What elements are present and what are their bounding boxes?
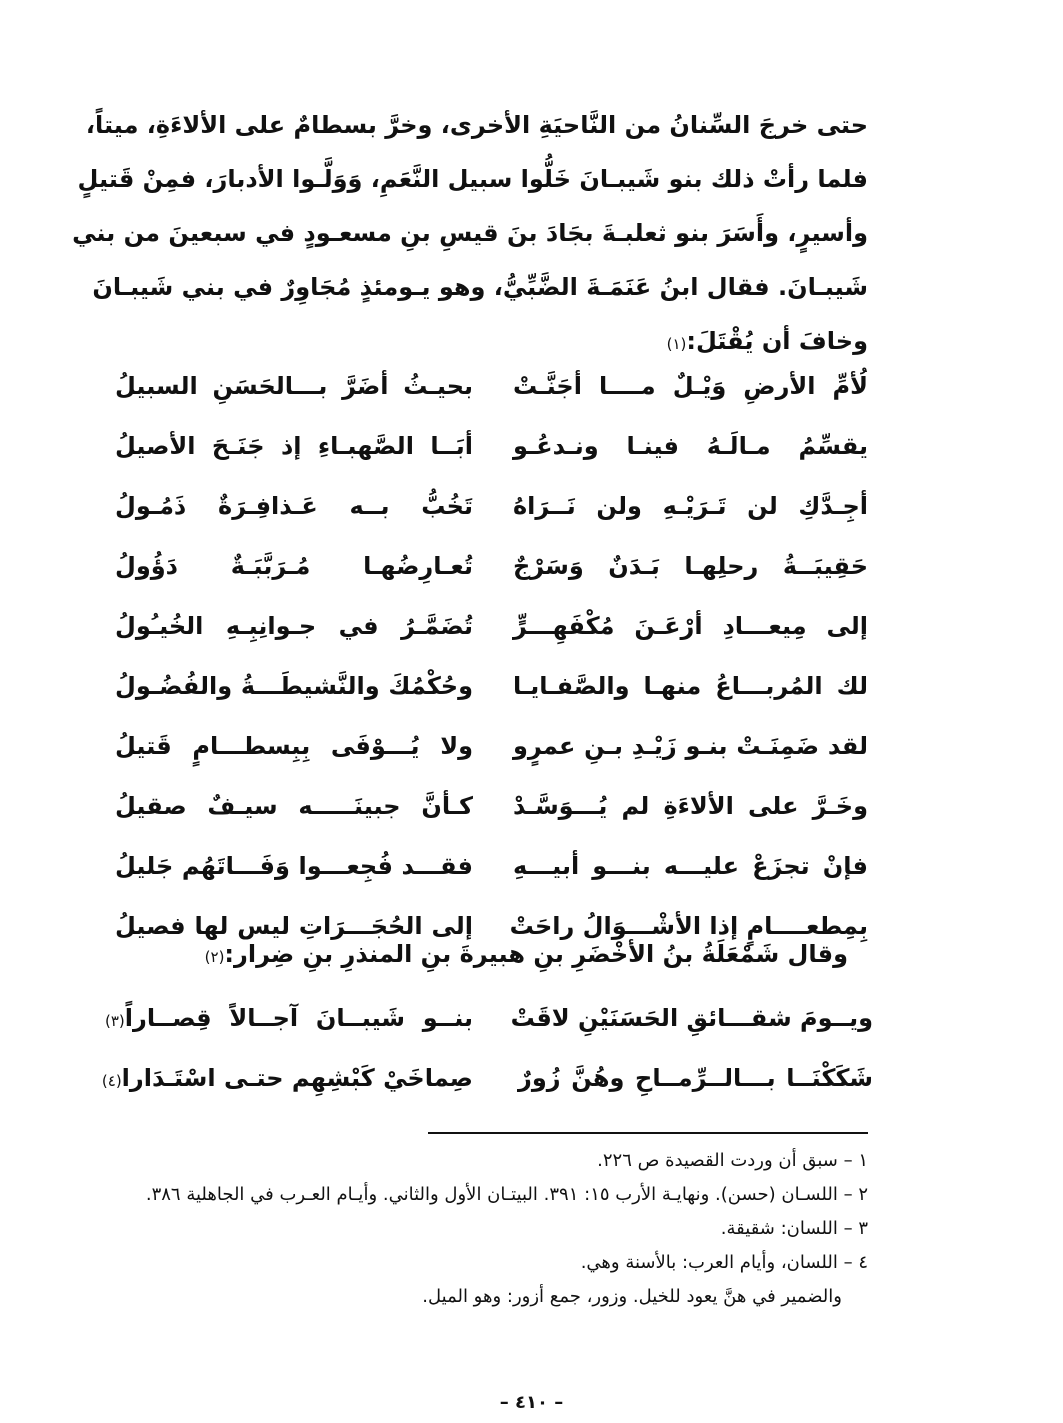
verse-left-hemistich: ولا يُـــوْفَى بِبِسطـــامٍ قَتيلُ [115, 732, 473, 760]
poem-1-verse [115, 416, 868, 476]
verse-right-hemistich: وخَـرَّ على الألاءَةِ لم يُـــوَسَّـدْ [513, 792, 868, 820]
verse-right-hemistich: بِمِطعــــامٍ إذا الأشْـــوَالُ راحَتْ [509, 912, 868, 940]
prose-line-2: فلما رأتْ ذلك بنو شَيبـانَ خَلُّوا سبيل النَّعَمِ، وَوَلَّـوا الأدبارَ، فمِنْ قَتيلٍ [77, 165, 868, 193]
verse-left-hemistich: تُعـارِضُهـا مُـرَبَّبَـةٌ دَؤُولُ [115, 552, 473, 580]
verse-right-hemistich: لقد ضَمِنَـتْ بنـو زَيْـدِ بـنِ عمرٍو [513, 732, 868, 760]
poem-2-intro [115, 940, 848, 968]
verse-left-hemistich: بحيـثُ أضَرَّ بـــالحَسَنِ السبيلُ [115, 372, 473, 400]
verse-left-hemistich: تُضَمَّـرُ في جـوانِبِـهِ الخُيـُولُ [115, 612, 473, 640]
verse-right-hemistich: فإنْ تجزَعْ عليـــه بنـــو أبيـــهِ [513, 852, 868, 880]
footnote-2: ٢ – اللسـان (حسن). ونهايـة الأرب ١٥: ٣٩١. البيتـان الأول والثاني. وأيـام العـرب في الجاهلية ٣٨٦. [145, 1184, 868, 1205]
verse-right-hemistich: لك المُربـــاعُ منهـا والصَّفـايـا [513, 672, 868, 700]
verse-right-hemistich: إلى مِيعـــادِ أرْعَـنَ مُكْفَهِـــرٍّ [513, 612, 868, 640]
footnote-1: ١ – سبق أن وردت القصيدة ص ٢٢٦. [597, 1150, 868, 1171]
verse-right-hemistich: أجِـدَّكِ لن تَـرَيْـهِ ولن نَــرَاهُ [513, 492, 868, 520]
verse-left-hemistich: فقـــد فُجِعـــوا وَفَـــاتَهُم جَليلُ [115, 852, 473, 880]
poem-2-verse [105, 988, 873, 1048]
prose-line-4: شَيبـانَ. فقال ابنُ عَنَمَـةَ الضَّبِّيُّ، وهو يـومئذٍ مُجَاوِرٌ في بني شَيبـانَ [92, 273, 868, 301]
poem-1 [115, 356, 868, 956]
footnote-marker-1: (١) [666, 335, 687, 353]
verse-right-hemistich: يقسِّمُ مـالَـهُ فينـا ونـدعُـو [513, 432, 868, 460]
verse-left-text: صِماخَيْ كَبْشِهِم حتـى اسْتَـدَارا [121, 1064, 473, 1092]
poem-1-verse [115, 356, 868, 416]
poem-2 [101, 988, 873, 1108]
poem-1-verse [115, 596, 868, 656]
verse-left-hemistich [101, 1064, 473, 1092]
poem-1-verse [115, 716, 868, 776]
poem-1-verse [115, 536, 868, 596]
verse-right-hemistich: لُأمِّ الأرضِ وَيْـلٌ مــــا أجَنَّـتْ [513, 372, 868, 400]
prose-line-3: وأسيرٍ، وأَسَرَ بنو ثعلبـةَ بجَادَ بنَ قيسِ بنِ مسعـودٍ في سبعينَ من بني [72, 219, 868, 247]
footnote-divider [428, 1132, 868, 1134]
verse-left-hemistich: أبَــا الصَّهبـاءِ إذ جَنَـحَ الأصيلُ [115, 432, 473, 460]
verse-left-hemistich: إلى الحُجَـــرَاتِ ليس لها فصيلُ [115, 912, 473, 940]
verse-right-hemistich: شَكَكْنَــا بـــالــرِّمــاحِ وهُنَّ زُورٌ [518, 1064, 873, 1092]
verse-left-hemistich: تَخُبُّ بــه عَـذافِـرَةٌ ذَمُـولُ [115, 492, 473, 520]
prose-line-1: حتى خرجَ السِّنانُ من النَّاحيَةِ الأخرى، وخرَّ بسطامٌ على الألاءَةِ، ميتاً، [85, 111, 868, 139]
footnote-marker-3: (٣) [105, 1012, 125, 1030]
poem-1-verse [115, 836, 868, 896]
verse-left-hemistich [105, 1004, 473, 1032]
verse-left-text: بنــو شَيبــانَ آجــالاً قِصــاراً [124, 1004, 473, 1032]
footnote-4: ٤ – اللسان، وأيام العرب: بالأسنة وهي. [580, 1252, 868, 1273]
verse-right-hemistich: حَقِيبَــةُ رحلِهـا بَـدَنٌ وَسَرْجٌ [513, 552, 868, 580]
verse-left-hemistich: وحُكْمُكَ والنَّشيطَـــةُ والفُضُـولُ [115, 672, 473, 700]
prose-last-line-text: وخافَ أن يُقْتَلَ: [686, 327, 868, 355]
prose-paragraph [72, 98, 868, 371]
verse-left-hemistich: كـأنَّ جبينَـــــه سيـفٌ صقيلُ [115, 792, 473, 820]
poem-1-verse [115, 776, 868, 836]
footnote-3: ٣ – اللسان: شقيقة. [720, 1218, 868, 1239]
poem-1-verse [115, 656, 868, 716]
poem-2-verse [101, 1048, 873, 1108]
poem-1-verse [115, 476, 868, 536]
footnote-marker-4: (٤) [101, 1072, 122, 1090]
poem-2-intro-text: وقال شَمْعَلَةُ بنُ الأخْضَرِ بنِ هبيرةَ بنِ المنذرِ بنِ ضِرار: [224, 940, 848, 968]
page-number: – ٤١٠ – [499, 1392, 564, 1413]
footnote-marker-2: (٢) [204, 948, 225, 966]
verse-right-hemistich: ويــومَ شقـــائقِ الحَسَنَيْنِ لاقَتْ [510, 1004, 873, 1032]
footnotes [115, 1144, 868, 1314]
footnote-4-continued: والضمير في هنَّ يعود للخيل. وزور، جمع أزور: وهو الميل. [422, 1286, 842, 1307]
